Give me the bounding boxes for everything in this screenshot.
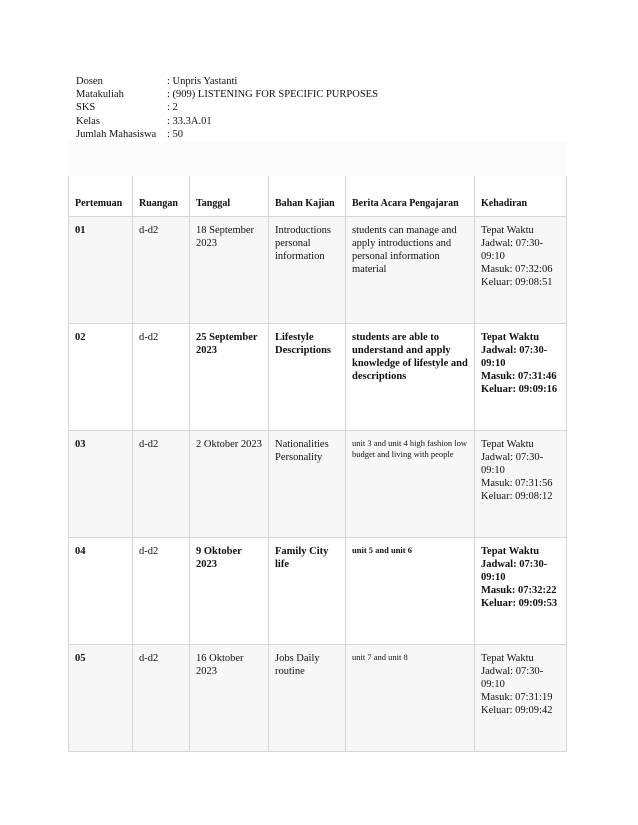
cell-pertemuan: 04 [69,538,133,645]
cell-tanggal: 9 Oktober 2023 [190,538,269,645]
kehadiran-status: Tepat Waktu [481,439,534,450]
header-value: : (909) LISTENING FOR SPECIFIC PURPOSES [167,89,378,101]
table-row [69,431,567,538]
header-label: Dosen [76,76,103,87]
cell-ruangan: d-d2 [133,645,190,752]
cell-bahan-kajian: Introductions personal information [269,217,346,324]
cell-kehadiran [475,217,567,324]
kehadiran-masuk: Masuk: 07:32:06 [481,264,553,275]
cell-bahan-kajian: Family City life [269,538,346,645]
header-label: Kelas [76,115,100,127]
kehadiran-masuk: Masuk: 07:32:22 [481,585,557,596]
header-label: Jumlah Mahasiswa [76,128,157,140]
table-row [69,645,567,752]
header-value: : 50 [167,128,184,140]
header-value: : 2 [167,102,178,114]
cell-berita-acara: students are able to understand and apply knowledge of lifestyle and descriptions [346,324,475,431]
cell-kehadiran [475,431,567,538]
header-row-dosen [76,75,378,88]
cell-pertemuan: 05 [69,645,133,752]
header-row-sks [76,101,378,114]
col-header-ruangan: Ruangan [133,176,190,217]
cell-kehadiran [475,645,567,752]
kehadiran-status: Tepat Waktu [481,225,534,236]
kehadiran-status: Tepat Waktu [481,653,534,664]
col-header-pertemuan: Pertemuan [69,176,133,217]
header-label: Matakuliah [76,89,124,101]
kehadiran-keluar: Keluar: 09:08:51 [481,277,553,288]
col-header-bahan-kajian: Bahan Kajian [269,176,346,217]
cell-berita-acara: unit 3 and unit 4 high fashion low budget and living with people [346,431,475,538]
header-value: : 33.3A.01 [167,115,212,127]
kehadiran-masuk: Masuk: 07:31:19 [481,692,553,703]
kehadiran-status: Tepat Waktu [481,332,540,343]
cell-ruangan: d-d2 [133,324,190,431]
cell-berita-acara: unit 5 and unit 6 [346,538,475,645]
kehadiran-masuk: Masuk: 07:31:46 [481,371,557,382]
kehadiran-keluar: Keluar: 09:09:42 [481,705,553,716]
cell-tanggal: 16 Oktober 2023 [190,645,269,752]
cell-pertemuan: 02 [69,324,133,431]
cell-berita-acara: unit 7 and unit 8 [346,645,475,752]
attendance-table [68,176,567,752]
header-row-kelas [76,115,378,128]
table-header-row [69,176,567,217]
cell-ruangan: d-d2 [133,431,190,538]
cell-pertemuan: 03 [69,431,133,538]
header-label: SKS [76,102,96,114]
cell-bahan-kajian: Lifestyle Descriptions [269,324,346,431]
col-header-berita-acara: Berita Acara Pengajaran [346,176,475,217]
cell-pertemuan: 01 [69,217,133,324]
kehadiran-jadwal: Jadwal: 07:30-09:10 [481,345,548,369]
col-header-tanggal: Tanggal [190,176,269,217]
table-row [69,217,567,324]
cell-tanggal: 2 Oktober 2023 [190,431,269,538]
header-row-jumlah [76,128,378,141]
kehadiran-jadwal: Jadwal: 07:30-09:10 [481,452,544,476]
cell-ruangan: d-d2 [133,217,190,324]
kehadiran-jadwal: Jadwal: 07:30-09:10 [481,666,544,690]
cell-bahan-kajian: Jobs Daily routine [269,645,346,752]
table-top-band [68,142,566,176]
table-row [69,538,567,645]
cell-berita-acara: students can manage and apply introductions and personal information material [346,217,475,324]
header-value: : Unpris Yastanti [167,76,238,87]
kehadiran-keluar: Keluar: 09:08:12 [481,491,553,502]
cell-kehadiran [475,324,567,431]
kehadiran-jadwal: Jadwal: 07:30-09:10 [481,559,548,583]
course-header [76,75,378,141]
kehadiran-keluar: Keluar: 09:09:53 [481,598,558,609]
cell-tanggal: 18 September 2023 [190,217,269,324]
cell-tanggal: 25 September 2023 [190,324,269,431]
kehadiran-masuk: Masuk: 07:31:56 [481,478,553,489]
cell-bahan-kajian: Nationalities Personality [269,431,346,538]
cell-ruangan: d-d2 [133,538,190,645]
kehadiran-status: Tepat Waktu [481,546,540,557]
header-row-matakuliah [76,88,378,101]
col-header-kehadiran: Kehadiran [475,176,567,217]
cell-kehadiran [475,538,567,645]
kehadiran-keluar: Keluar: 09:09:16 [481,384,558,395]
table-row [69,324,567,431]
kehadiran-jadwal: Jadwal: 07:30-09:10 [481,238,544,262]
